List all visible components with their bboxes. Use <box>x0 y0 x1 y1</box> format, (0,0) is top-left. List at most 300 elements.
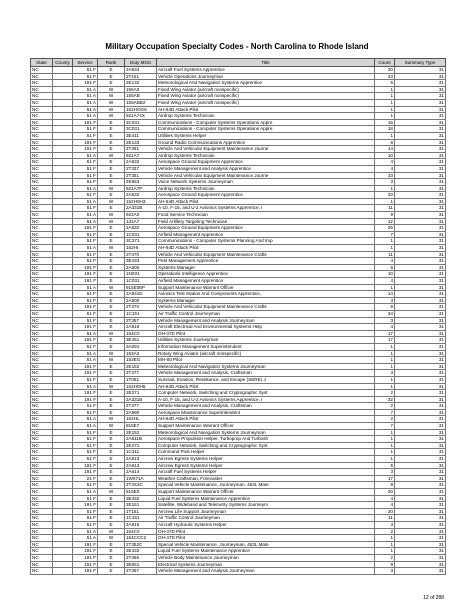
service-cell: 51 A <box>73 423 98 430</box>
count-cell: 17 <box>375 330 395 337</box>
duty-mos-cell: 2T357 <box>125 568 157 575</box>
summary-type-cell: 31 <box>395 442 446 449</box>
duty-mos-cell: 2A632 <box>125 159 157 166</box>
county-cell <box>53 535 73 542</box>
duty-mos-cell: 1T151 <box>125 508 157 515</box>
state-cell: NC <box>31 212 53 219</box>
table-row <box>31 541 446 548</box>
count-cell: 17 <box>375 337 395 344</box>
service-cell: 51 A <box>73 357 98 364</box>
count-cell: 32 <box>375 396 395 403</box>
title-cell: Support Maintenance Warrant Officer <box>157 284 375 291</box>
summary-type-cell: 31 <box>395 317 446 324</box>
table-row <box>31 119 446 126</box>
rank-cell: E <box>98 363 125 370</box>
summary-type-cell: 31 <box>395 238 446 245</box>
page-title: Military Occupation Specialty Codes - North Carolina to Rhode Island <box>105 42 369 51</box>
table-row <box>31 278 446 285</box>
count-cell: 1 <box>375 245 395 252</box>
service-cell: 51 F <box>73 442 98 449</box>
title-cell: Aerospace Ground Equipment Apprentice <box>157 192 375 199</box>
table-row <box>31 86 446 93</box>
duty-mos-cell: 921A74X <box>125 113 157 120</box>
count-cell: 1 <box>375 449 395 456</box>
summary-type-cell: 31 <box>395 231 446 238</box>
table-row <box>31 179 446 186</box>
state-cell: NC <box>31 568 53 575</box>
rank-cell: E <box>98 343 125 350</box>
title-cell: OH-47D Pilot <box>157 535 375 542</box>
title-cell: OH-47D Pilot <box>157 528 375 535</box>
summary-type-cell: 31 <box>395 508 446 515</box>
duty-mos-cell: 3C031 <box>125 119 157 126</box>
table-body <box>31 67 446 575</box>
rank-cell: E <box>98 337 125 344</box>
rank-cell: W <box>98 106 125 113</box>
duty-mos-cell: 154CCC2 <box>125 535 157 542</box>
title-cell: Aerospace Ground Equipment Apprentice <box>157 159 375 166</box>
duty-mos-cell: 2E152 <box>125 363 157 370</box>
count-cell: 3 <box>375 317 395 324</box>
summary-type-cell: 31 <box>395 324 446 331</box>
count-cell: 20 <box>375 508 395 515</box>
title-cell: Command Post Helper <box>157 449 375 456</box>
county-cell <box>53 442 73 449</box>
service-cell: 191 F <box>73 370 98 377</box>
service-cell: 51 F <box>73 403 98 410</box>
table-row <box>31 159 446 166</box>
duty-mos-cell: 2A600 <box>125 297 157 304</box>
title-cell: AH-64D Attack Pilot <box>157 383 375 390</box>
rank-cell: W <box>98 212 125 219</box>
state-cell: NC <box>31 106 53 113</box>
county-cell <box>53 324 73 331</box>
count-cell: 18 <box>375 126 395 133</box>
rank-cell: E <box>98 291 125 298</box>
state-cell: NC <box>31 73 53 80</box>
state-cell: NC <box>31 462 53 469</box>
state-cell: NC <box>31 469 53 476</box>
state-cell: NC <box>31 363 53 370</box>
count-cell: 20 <box>375 67 395 74</box>
rank-cell: E <box>98 376 125 383</box>
state-cell: NC <box>31 67 53 74</box>
service-cell: 51 F <box>73 126 98 133</box>
rank-cell: W <box>98 330 125 337</box>
title-cell: Communications - Computer Systems Operations Appre <box>157 126 375 133</box>
table-row <box>31 363 446 370</box>
count-cell: 9 <box>375 561 395 568</box>
summary-type-cell: 31 <box>395 80 446 87</box>
service-cell: 51 F <box>73 409 98 416</box>
service-cell: 51 A <box>73 284 98 291</box>
state-cell: NC <box>31 159 53 166</box>
rank-cell: E <box>98 436 125 443</box>
table-row <box>31 535 446 542</box>
rank-cell: E <box>98 271 125 278</box>
table-row <box>31 449 446 456</box>
rank-cell: E <box>98 495 125 502</box>
service-cell: 51 A <box>73 212 98 219</box>
duty-mos-cell: 155ABB2 <box>125 99 157 106</box>
duty-mos-cell: 2T352C <box>125 541 157 548</box>
title-cell: Fixed Wing Aviator (aircraft nonspecific) <box>157 99 375 106</box>
state-cell: NC <box>31 291 53 298</box>
table-row <box>31 152 446 159</box>
count-cell: 4 <box>375 495 395 502</box>
summary-type-cell: 31 <box>395 264 446 271</box>
summary-type-cell: 31 <box>395 212 446 219</box>
county-cell <box>53 284 73 291</box>
county-cell <box>53 192 73 199</box>
county-cell <box>53 139 73 146</box>
count-cell: 6 <box>375 264 395 271</box>
title-cell: Weather Craftsman, Forecaster <box>157 475 375 482</box>
rank-cell: W <box>98 489 125 496</box>
county-cell <box>53 409 73 416</box>
rank-cell: W <box>98 423 125 430</box>
county-cell <box>53 185 73 192</box>
state-cell: NC <box>31 251 53 258</box>
summary-type-cell: 31 <box>395 113 446 120</box>
summary-type-cell: 31 <box>395 436 446 443</box>
rank-cell: E <box>98 179 125 186</box>
title-cell: Ground Radio Communications Apprentice <box>157 139 375 146</box>
county-cell <box>53 165 73 172</box>
rank-cell: W <box>98 416 125 423</box>
summary-type-cell: 31 <box>395 258 446 265</box>
county-cell <box>53 469 73 476</box>
county-cell <box>53 86 73 93</box>
county-cell <box>53 423 73 430</box>
service-cell: 191 F <box>73 363 98 370</box>
summary-type-cell: 31 <box>395 330 446 337</box>
count-cell: 1 <box>375 456 395 463</box>
summary-type-cell: 31 <box>395 535 446 542</box>
rank-cell: E <box>98 521 125 528</box>
state-cell: NC <box>31 370 53 377</box>
count-cell: 10 <box>375 271 395 278</box>
duty-mos-cell: 152HL <box>125 416 157 423</box>
count-cell: 3 <box>375 469 395 476</box>
table-row <box>31 324 446 331</box>
summary-type-cell: 31 <box>395 495 446 502</box>
state-cell: NC <box>31 231 53 238</box>
count-cell: 1 <box>375 350 395 357</box>
summary-type-cell: 31 <box>395 284 446 291</box>
count-cell: 1 <box>375 436 395 443</box>
state-cell: NC <box>31 99 53 106</box>
county-cell <box>53 205 73 212</box>
county-cell <box>53 225 73 232</box>
duty-mos-cell: 3E433 <box>125 258 157 265</box>
count-cell: 12 <box>375 218 395 225</box>
state-cell: NC <box>31 179 53 186</box>
service-cell: 51 F <box>73 251 98 258</box>
state-cell: NC <box>31 205 53 212</box>
state-cell: NC <box>31 284 53 291</box>
table-row <box>31 357 446 364</box>
summary-type-cell: 31 <box>395 304 446 311</box>
title-cell: Avionics Test Station And Components Apprentice, <box>157 291 375 298</box>
summary-type-cell: 31 <box>395 132 446 139</box>
table-row <box>31 73 446 80</box>
title-cell: Vehicle Management and Analysis, Craftsman <box>157 403 375 410</box>
table-row <box>31 436 446 443</box>
table-header-row <box>31 59 446 67</box>
table-row <box>31 416 446 423</box>
rank-cell: E <box>98 515 125 522</box>
rank-cell: E <box>98 80 125 87</box>
summary-type-cell: 31 <box>395 205 446 212</box>
title-cell: Airdrop Systems Technician <box>157 152 375 159</box>
summary-type-cell: 31 <box>395 337 446 344</box>
duty-mos-cell: 152H0H3 <box>125 198 157 205</box>
summary-type-cell: 31 <box>395 225 446 232</box>
summary-type-cell: 31 <box>395 568 446 575</box>
duty-mos-cell: 1C151 <box>125 310 157 317</box>
count-cell: 1 <box>375 86 395 93</box>
county-cell <box>53 146 73 153</box>
table-row <box>31 489 446 496</box>
summary-type-cell: 31 <box>395 548 446 555</box>
rank-cell: W <box>98 86 125 93</box>
table-row <box>31 245 446 252</box>
table-row <box>31 310 446 317</box>
service-cell: 191 F <box>73 304 98 311</box>
state-cell: NC <box>31 561 53 568</box>
title-cell: AH-64D Attack Pilot <box>157 416 375 423</box>
service-cell: 191 F <box>73 548 98 555</box>
table-row <box>31 330 446 337</box>
county-cell <box>53 403 73 410</box>
count-cell: 1 <box>375 284 395 291</box>
table-row <box>31 126 446 133</box>
count-cell: 1 <box>375 93 395 100</box>
summary-type-cell: 31 <box>395 416 446 423</box>
count-cell: 2 <box>375 528 395 535</box>
county-cell <box>53 554 73 561</box>
state-cell: NC <box>31 258 53 265</box>
title-cell: Meteorological And Navigation Systems Journeyman <box>157 363 375 370</box>
state-cell: NC <box>31 172 53 179</box>
column-header-count: Count <box>375 59 395 67</box>
count-cell: 7 <box>375 231 395 238</box>
service-cell: 51 F <box>73 456 98 463</box>
duty-mos-cell: 2A616 <box>125 324 157 331</box>
service-cell: 51 F <box>73 297 98 304</box>
summary-type-cell: 31 <box>395 403 446 410</box>
county-cell <box>53 251 73 258</box>
column-header-duty-mos: Duty MOS <box>125 59 157 67</box>
table-row <box>31 568 446 575</box>
state-cell: NC <box>31 278 53 285</box>
count-cell: 1 <box>375 99 395 106</box>
summary-type-cell: 31 <box>395 93 446 100</box>
county-cell <box>53 363 73 370</box>
column-header-rank: Rank <box>98 59 125 67</box>
title-cell: Operations Intelligence Apprentice <box>157 271 375 278</box>
duty-mos-cell: 152HOG6 <box>125 106 157 113</box>
summary-type-cell: 31 <box>395 67 446 74</box>
table-row <box>31 343 446 350</box>
service-cell: 191 F <box>73 225 98 232</box>
service-cell: 51 F <box>73 172 98 179</box>
title-cell: Information Management Superintendent <box>157 343 375 350</box>
count-cell: 1 <box>375 185 395 192</box>
service-cell: 191 F <box>73 324 98 331</box>
summary-type-cell: 31 <box>395 502 446 509</box>
title-cell: Field Artillery Targeting Technician <box>157 218 375 225</box>
service-cell: 51 A <box>73 218 98 225</box>
table-row <box>31 185 446 192</box>
count-cell: 11 <box>375 251 395 258</box>
count-cell: 1 <box>375 376 395 383</box>
mos-table-container <box>30 58 445 575</box>
table-row <box>31 390 446 397</box>
service-cell: 21 F <box>73 475 98 482</box>
count-cell: 2 <box>375 416 395 423</box>
rank-cell: E <box>98 251 125 258</box>
rank-cell: E <box>98 370 125 377</box>
state-cell: NC <box>31 310 53 317</box>
title-cell: Vehicle And Vehicular Equipment Maintenance Journe <box>157 146 375 153</box>
county-cell <box>53 278 73 285</box>
duty-mos-cell: 2T377 <box>125 403 157 410</box>
count-cell: 1 <box>375 343 395 350</box>
count-cell: 16 <box>375 119 395 126</box>
duty-mos-cell: 2T355 <box>125 554 157 561</box>
count-cell: 8 <box>375 482 395 489</box>
service-cell: 191 F <box>73 396 98 403</box>
summary-type-cell: 31 <box>395 343 446 350</box>
county-cell <box>53 521 73 528</box>
table-row <box>31 495 446 502</box>
duty-mos-cell: 3E451 <box>125 337 157 344</box>
duty-mos-cell: 155AB <box>125 93 157 100</box>
state-cell: NC <box>31 416 53 423</box>
state-cell: NC <box>31 185 53 192</box>
service-cell: 51 F <box>73 515 98 522</box>
count-cell: 5 <box>375 80 395 87</box>
title-cell: AH-64D Attack Pilot <box>157 245 375 252</box>
count-cell: 3 <box>375 370 395 377</box>
state-cell: NC <box>31 423 53 430</box>
county-cell <box>53 73 73 80</box>
count-cell: 7 <box>375 409 395 416</box>
state-cell: NC <box>31 165 53 172</box>
summary-type-cell: 31 <box>395 86 446 93</box>
rank-cell: W <box>98 152 125 159</box>
summary-type-cell: 31 <box>395 73 446 80</box>
title-cell: Meteorological And Navigation Systems Apprentice <box>157 80 375 87</box>
state-cell: NC <box>31 396 53 403</box>
table-row <box>31 515 446 522</box>
state-cell: NC <box>31 139 53 146</box>
state-cell: NC <box>31 245 53 252</box>
rank-cell: E <box>98 225 125 232</box>
rank-cell: E <box>98 278 125 285</box>
rank-cell: E <box>98 449 125 456</box>
summary-type-cell: 31 <box>395 271 446 278</box>
service-cell: 51 F <box>73 238 98 245</box>
summary-type-cell: 31 <box>395 376 446 383</box>
duty-mos-cell: 2T370 <box>125 251 157 258</box>
table-row <box>31 409 446 416</box>
table-row <box>31 264 446 271</box>
title-cell: Special Vehicle Maintenance, Journeyman, 463L Mate <box>157 482 375 489</box>
rank-cell: E <box>98 132 125 139</box>
state-cell: NC <box>31 343 53 350</box>
title-cell: Food Service Technician <box>157 212 375 219</box>
table-row <box>31 403 446 410</box>
table-row <box>31 304 446 311</box>
county-cell <box>53 508 73 515</box>
county-cell <box>53 159 73 166</box>
duty-mos-cell: 2T3X2C <box>125 482 157 489</box>
count-cell: 1 <box>375 442 395 449</box>
state-cell: NC <box>31 113 53 120</box>
state-cell: NC <box>31 528 53 535</box>
service-cell: 51 F <box>73 343 98 350</box>
county-cell <box>53 330 73 337</box>
summary-type-cell: 31 <box>395 106 446 113</box>
service-cell: 191 F <box>73 271 98 278</box>
rank-cell: E <box>98 310 125 317</box>
table-row <box>31 508 446 515</box>
duty-mos-cell: 2A615 <box>125 521 157 528</box>
duty-mos-cell: 152HI <box>125 245 157 252</box>
title-cell: Airfield Management Apprentice <box>157 231 375 238</box>
duty-mos-cell: 922A0 <box>125 212 157 219</box>
count-cell: 3 <box>375 568 395 575</box>
table-row <box>31 80 446 87</box>
county-cell <box>53 231 73 238</box>
count-cell: 4 <box>375 165 395 172</box>
title-cell: Fixed Wing Aviator (aircraft nonspecific) <box>157 86 375 93</box>
service-cell: 191 F <box>73 462 98 469</box>
title-cell: AH-64D Attack Pilot <box>157 198 375 205</box>
county-cell <box>53 568 73 575</box>
title-cell: Vehicle And Vehicular Equipment Maintenance Crafts <box>157 251 375 258</box>
service-cell: 51 F <box>73 317 98 324</box>
table-row <box>31 554 446 561</box>
table-row <box>31 218 446 225</box>
title-cell: Aircraft Hydraulic Systems Helper <box>157 521 375 528</box>
title-cell: Aerospace Propulsion Helper, Turboprop And Turbosh <box>157 436 375 443</box>
service-cell: 51 A <box>73 86 98 93</box>
service-cell: 51 F <box>73 159 98 166</box>
service-cell: 191 F <box>73 264 98 271</box>
state-cell: NC <box>31 383 53 390</box>
service-cell: 51 F <box>73 258 98 265</box>
summary-type-cell: 31 <box>395 528 446 535</box>
duty-mos-cell: 2A614 <box>125 469 157 476</box>
title-cell: Special Vehicle Maintenance, Journeyman, 463L Mate <box>157 541 375 548</box>
rank-cell: E <box>98 541 125 548</box>
table-row <box>31 93 446 100</box>
state-cell: NC <box>31 86 53 93</box>
table-row <box>31 99 446 106</box>
count-cell: 20 <box>375 489 395 496</box>
title-cell: Aircrew Life Support Journeyman <box>157 508 375 515</box>
service-cell: 191 F <box>73 568 98 575</box>
rank-cell: E <box>98 469 125 476</box>
county-cell <box>53 179 73 186</box>
county-cell <box>53 502 73 509</box>
service-cell: 191 F <box>73 119 98 126</box>
county-cell <box>53 350 73 357</box>
